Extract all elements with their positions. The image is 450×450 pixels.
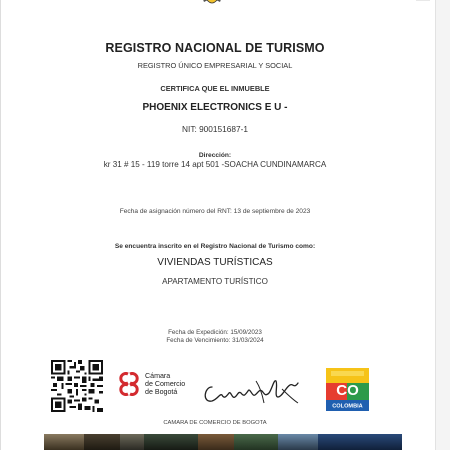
- signature-icon: [198, 373, 308, 409]
- photo-5: [198, 434, 234, 450]
- address-value: kr 31 # 15 - 119 torre 14 apt 501 -SOACHA CUNDINAMARCA: [103, 160, 327, 169]
- nit-number: NIT: 900151687-1: [182, 124, 248, 134]
- viewer-gutter: [436, 0, 450, 450]
- subcategory: APARTAMENTO TURÍSTICO: [162, 277, 268, 286]
- page-edge-right: [435, 0, 436, 450]
- category: VIVIENDAS TURÍSTICAS: [157, 257, 273, 268]
- page-title: REGISTRO NACIONAL DE TURISMO: [105, 41, 325, 55]
- address-label: Dirección:: [198, 152, 232, 159]
- chamber-logo-line-3: de Bogotá: [145, 387, 178, 396]
- business-name: PHOENIX ELECTRONICS E U -: [142, 102, 288, 113]
- qr-code-icon[interactable]: [51, 360, 103, 412]
- photo-strip: [44, 434, 402, 450]
- photo-7: [278, 434, 318, 450]
- colombia-brand-text: COLOMBIA: [332, 403, 363, 410]
- chamber-logo-line-2: de Comercio: [145, 379, 186, 388]
- chamber-logo-line-1: Cámara: [145, 372, 171, 380]
- issue-date: Fecha de Expedición: 15/09/2023: [168, 329, 262, 336]
- photo-4: [144, 434, 198, 450]
- photo-8: [318, 434, 402, 450]
- chamber-name: CAMARA DE COMERCIO DE BOGOTA: [163, 420, 267, 426]
- photo-3: [120, 434, 144, 450]
- registered-as-label: Se encuentra inscrito en el Registro Nacional de Turismo como:: [114, 243, 316, 250]
- photo-6: [234, 434, 278, 450]
- expiry-date: Fecha de Vencimiento: 31/03/2024: [166, 337, 264, 344]
- rnt-assignment-date: Fecha de asignación número del RNT: 13 de septiembre de 2023: [119, 208, 311, 215]
- chamber-logo-icon: [118, 372, 140, 396]
- certifies-line: CERTIFICA QUE EL INMUEBLE: [160, 84, 270, 93]
- colombia-brand-icon: [326, 368, 369, 411]
- crest-icon: [198, 0, 226, 8]
- chamber-logo: [118, 372, 198, 400]
- colombia-mark-text: CO: [336, 382, 359, 399]
- chamber-logo-text: [145, 373, 185, 396]
- page-subtitle: REGISTRO ÚNICO EMPRESARIAL Y SOCIAL: [137, 61, 293, 70]
- corner-mark: [416, 0, 430, 4]
- photo-2: [84, 434, 120, 450]
- photo-1: [44, 434, 84, 450]
